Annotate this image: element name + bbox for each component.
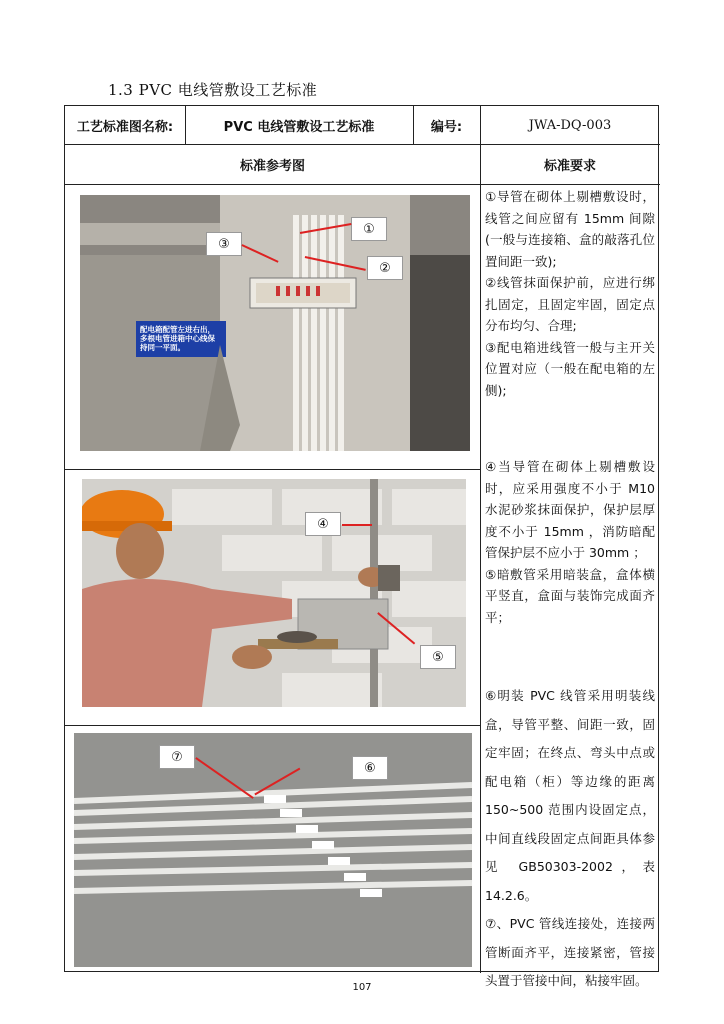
marker-1: ① bbox=[351, 217, 387, 241]
code-value: JWA-DQ-003 bbox=[528, 117, 612, 133]
requirement-5: ⑤暗敷管采用暗装盒，盒体横平竖直，盒面与装饰完成面齐平； bbox=[485, 566, 655, 625]
marker-4-pointer bbox=[342, 524, 372, 526]
requirement-1: ①导管在砌体上剔槽敷设时，线管之间应留有 15mm 间隙(一般与连接箱、盒的敲落孔位置间距一致); bbox=[485, 189, 655, 269]
marker-4: ④ bbox=[305, 512, 341, 536]
distribution-box-illustration bbox=[80, 195, 470, 451]
code-label: 编号: bbox=[430, 119, 463, 135]
requirements-block-2 bbox=[485, 456, 655, 628]
requirements-header: 标准要求 bbox=[543, 158, 596, 174]
requirements-block-3 bbox=[485, 682, 655, 996]
exposed-conduits-illustration bbox=[74, 733, 472, 967]
photo-exposed-conduits bbox=[74, 733, 472, 967]
name-label: 工艺标准图名称: bbox=[76, 119, 174, 135]
marker-3: ③ bbox=[206, 232, 242, 256]
reference-image-header: 标准参考图 bbox=[239, 158, 305, 174]
page-number: 107 bbox=[352, 982, 372, 993]
name-value: PVC 电线管敷设工艺标准 bbox=[223, 119, 375, 135]
requirement-7: ⑦、PVC 管线连接处，连接两管断面齐平，连接紧密，管接头置于管接中间，粘接牢固。 bbox=[485, 916, 655, 988]
requirement-2: ②线管抹面保护前，应进行绑扎固定，且固定牢固，固定点分布均匀、合理; bbox=[485, 275, 655, 333]
photo-worker-plastering bbox=[82, 479, 466, 707]
row-divider bbox=[65, 725, 480, 726]
col-divider bbox=[480, 106, 481, 973]
marker-5: ⑤ bbox=[420, 645, 456, 669]
row-divider bbox=[65, 469, 480, 470]
section-title: 1.3 PVC 电线管敷设工艺标准 bbox=[108, 81, 318, 99]
requirement-6: ⑥明装 PVC 线管采用明装线盒，导管平整、间距一致，固定牢固；在终点、弯头中点或配电箱（柜）等边缘的距离 150~500 范围内设固定点，中间直线段固定点间距具体参见 GB50303-2002，表 14.2.6。 bbox=[485, 688, 655, 903]
marker-2: ② bbox=[367, 256, 403, 280]
marker-7: ⑦ bbox=[159, 745, 195, 769]
requirement-4: ④当导管在砌体上剔槽敷设时，应采用强度不小于 M10 水泥砂浆抹面保护，保护层厚度不小于 15mm ，消防暗配管保护层不应小于 30mm ； bbox=[485, 459, 655, 560]
photo-distribution-box bbox=[80, 195, 470, 451]
requirements-block-1 bbox=[485, 186, 655, 401]
requirement-3: ③配电箱进线管一般与主开关位置对应（一般在配电箱的左侧); bbox=[485, 339, 655, 398]
row-divider bbox=[65, 184, 660, 185]
marker-6: ⑥ bbox=[352, 756, 388, 780]
distribution-box-sign: 配电箱配管左进右出，多根电管进箱中心线保持同一平面。 bbox=[140, 325, 215, 352]
worker-plastering-illustration bbox=[82, 479, 466, 707]
